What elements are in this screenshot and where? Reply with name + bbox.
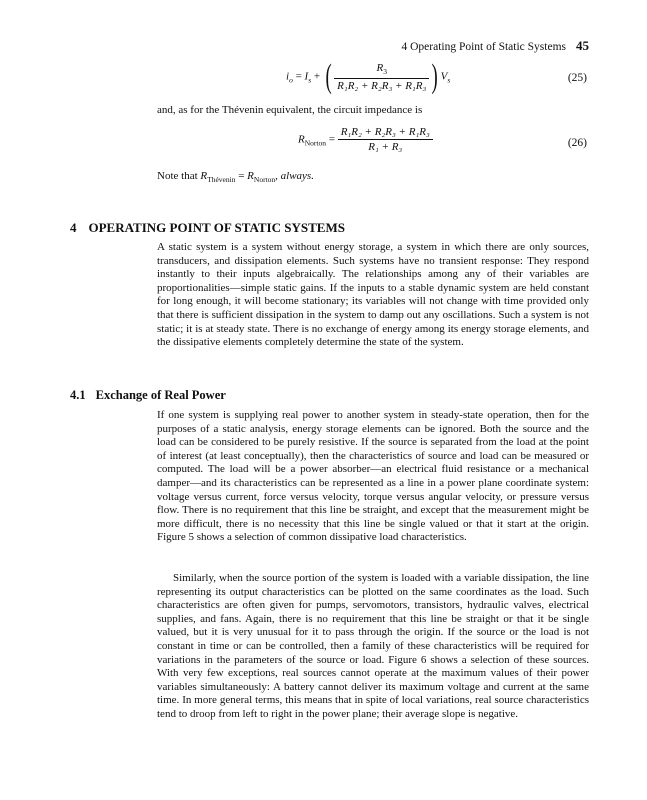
page-number: 45 [576,38,589,53]
left-paren: ( [325,58,332,95]
connecting-text: and, as for the Thévenin equivalent, the circuit impedance is [157,104,423,116]
equation-number-26: (26) [567,137,587,149]
right-paren: ) [431,58,439,95]
running-header [401,38,589,54]
section-heading: 4 OPERATING POINT OF STATIC SYSTEMS [70,220,345,235]
eq25-fraction: $\frac{R_3}{\text{R₁R₂ + R₂R₃ + R₁R₃}}$ [334,62,429,93]
equation-26: $R_{Norton}$ = $\frac{\text{R₁R₂ + R₂R₃ + R₁R₃}}{\text{R₁ + R₃}}$ [298,126,433,154]
eq26-fraction: $\frac{\text{R₁R₂ + R₂R₃ + R₁R₃}}{\text{R₁ + R₃}}$ [338,126,433,154]
note-line: Note that $R_{Thévenin} = R_{Norton}$, always. [157,170,314,184]
section-4-1-paragraph-2: Similarly, when the source portion of the system is loaded with a variable dissipation, the line representing its output characteristics can be plotted on the same coordinates as the load. Such characteristics are often given for pumps, servomotors, transistors, hydraulic valves, electrical supplies, and fans. Again, there is no requirement that this line be straight or that it be single valued, but it is very unusual for it to pass through the origin. If the source or the load is not constant in time or can be controlled, then a family of these characteristics will be required for variations in the parameters of the source or load. Figure 6 shows a selection of these sources. With very few exceptions, real sources cannot operate at the maximum values of their power variables simultaneously: A battery cannot deliver its maximum voltage and current at the same time. In more general terms, this means that in spite of local variations, real source characteristics tend to droop from left to right in the power plane; their average slope is negative. [157,572,589,720]
section-4-1-paragraph-1: If one system is supplying real power to another system in steady-state operation, then for the purposes of a static analysis, energy storage elements can be ignored. Both the source and the load can be considered to be purely resistive. If the source is separated from the load at the point of interest (at least conceptually), then the characteristics of source and load can be measured or computed. The load will be a power absorber—an electrical fluid resistance or a mechanical damper—and its characteristics can be represented as a line in a power plane coordinate system: voltage versus current, force versus velocity, torque versus angular velocity, or pressure versus flow. There is no requirement that this line be straight, and except that the measurement might be more difficult, there is no necessity that this line be single valued or that it start at the origin. Figure 5 shows a selection of common dissipative load characteristics. [157,409,589,544]
equation-25: $i_o = I_s$ + ( $\frac{R_3}{\text{R₁R₂ + R₂R₃ + R₁R₃}}$ ) $V_s$ [286,58,451,95]
running-title: 4 Operating Point of Static Systems [401,41,566,53]
section-4-paragraph: A static system is a system without energy storage, a system in which there are only sources, transducers, and dissipation elements. Such systems have no transient response: They respond instantly to their inputs algebraically. The relationships among any of their variables are proportionalities—simple static gains. If the inputs to a stable dynamic system are held constant for long enough, it will become stationary; its variables will not change with time provided only that there is sufficient dissipation in the system to damp out any oscillations. Such a system is not static; it is at steady state. There is no exchange of energy among its energy storage elements, and the dissipative elements completely determine the state of the system. [157,241,589,349]
equation-number-25: (25) [567,72,587,84]
subsection-heading: 4.1 Exchange of Real Power [70,388,226,402]
